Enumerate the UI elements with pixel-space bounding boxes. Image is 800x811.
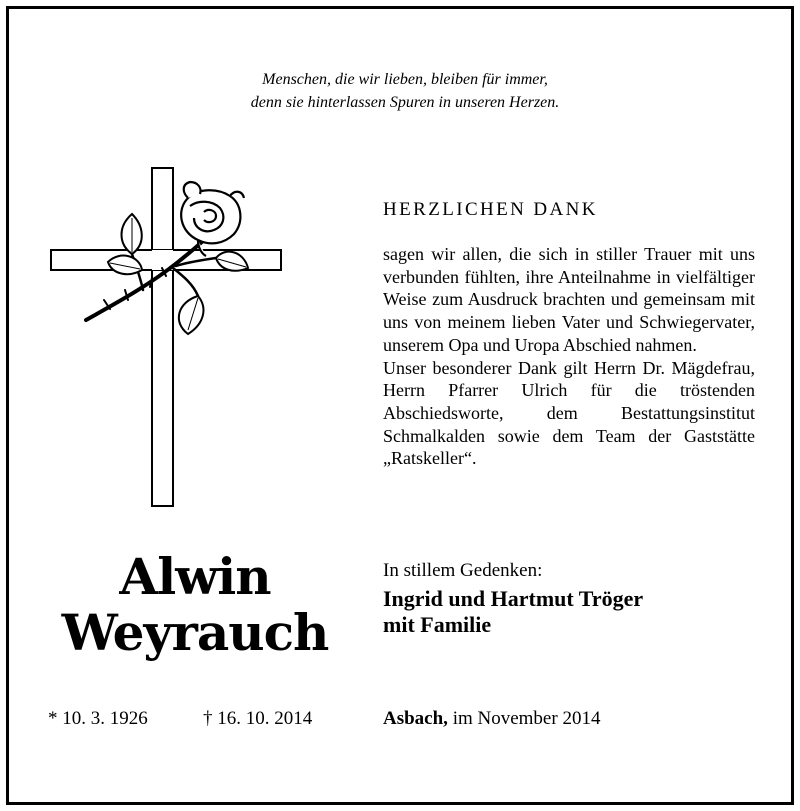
thanks-paragraph-1: sagen wir allen, die sich in stiller Trauer mit uns verbunden fühlten, ihre Anteilnahme in vielfältiger Weise zum Ausdruck brachten und gemeinsam mit uns von meinem lieben Vater und Schwiegervater, unserem Opa und Uropa Abschied nahmen. <box>383 244 755 355</box>
thanks-text <box>383 243 755 470</box>
verse <box>0 68 800 114</box>
thanks-paragraph-2: Unser besonderer Dank gilt Herrn Dr. Mägdefrau, Herrn Pfarrer Ulrich für die tröstenden Abschiedsworte, dem Bestattungsinstitut Schmalkalden sowie dem Team der Gaststätte „Ratskeller“. <box>383 357 755 469</box>
signers-line-2: mit Familie <box>383 612 492 637</box>
memorial-intro: In stillem Gedenken: <box>383 560 543 581</box>
thanks-heading: HERZLICHEN DANK <box>383 199 598 220</box>
notice-date: im November 2014 <box>447 708 601 729</box>
signers <box>383 586 643 638</box>
signers-line-1: Ingrid und Hartmut Tröger <box>383 586 644 611</box>
place-name: Asbach, <box>383 708 448 729</box>
verse-line-1: Menschen, die wir lieben, bleiben für immer, <box>262 71 548 88</box>
death-date: † 16. 10. 2014 <box>203 708 313 729</box>
place-date <box>383 708 600 730</box>
cross-with-rose-icon <box>48 166 284 510</box>
verse-line-2: denn sie hinterlassen Spuren in unseren Herzen. <box>250 94 560 111</box>
deceased-first-name: Alwin <box>119 547 271 606</box>
deceased-last-name: Weyrauch <box>61 603 329 662</box>
birth-date: * 10. 3. 1926 <box>48 708 148 729</box>
